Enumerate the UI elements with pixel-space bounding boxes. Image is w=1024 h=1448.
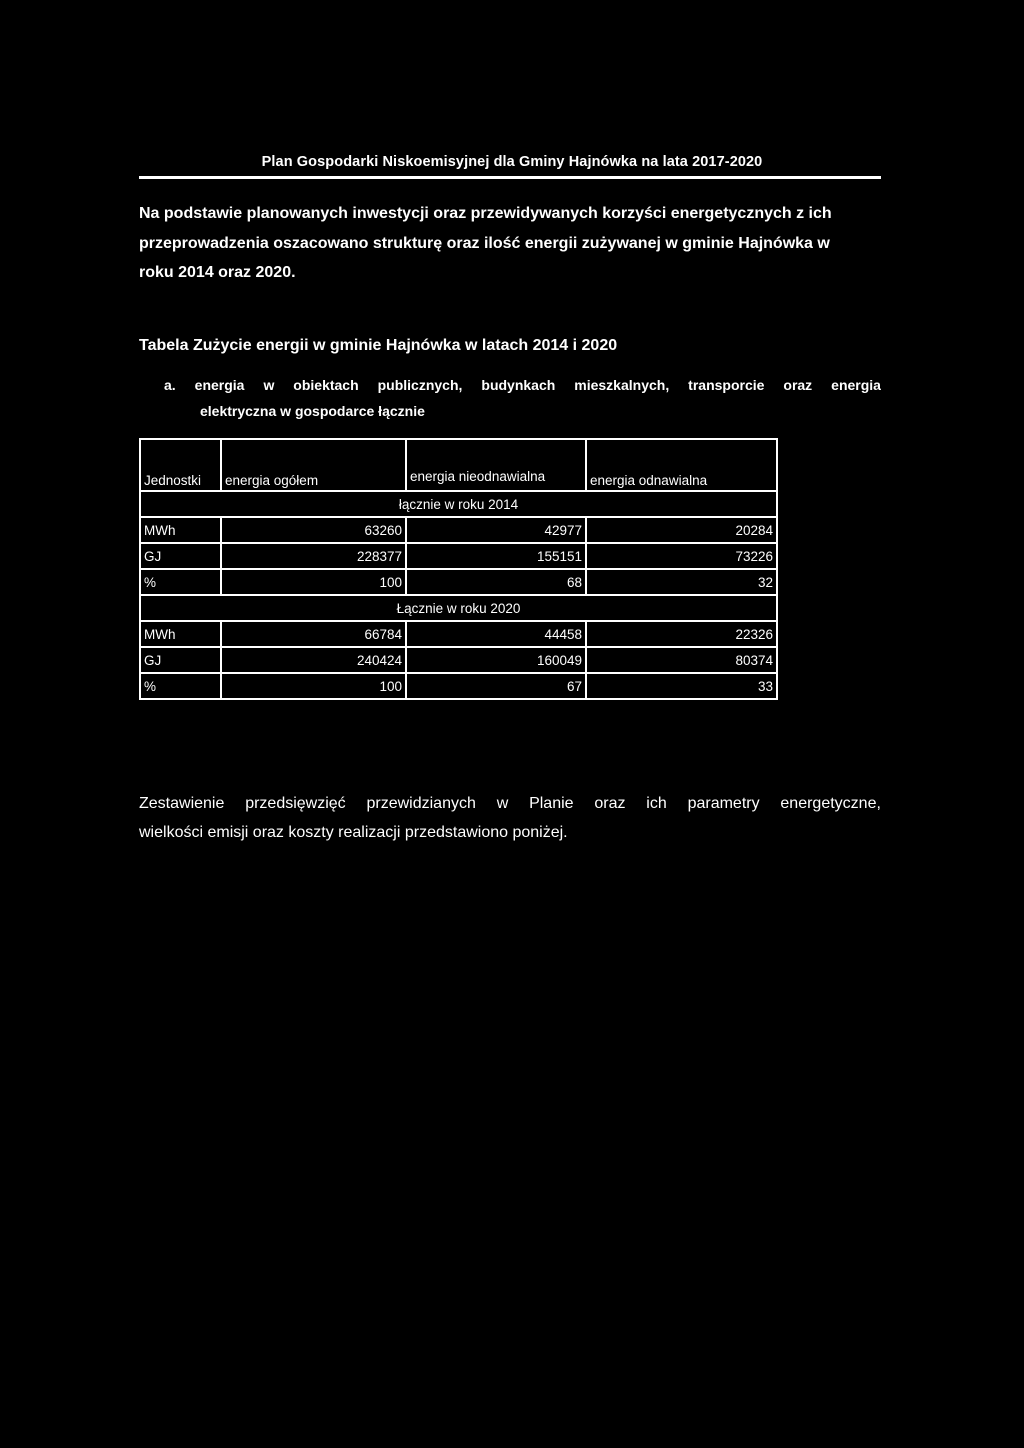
value-cell: 63260: [221, 517, 406, 543]
unit-cell: MWh: [140, 517, 221, 543]
value-cell: 32: [586, 569, 777, 595]
page-header-title: Plan Gospodarki Niskoemisyjnej dla Gminy Hajnówka na lata 2017-2020: [261, 154, 763, 170]
section-row: [140, 491, 777, 517]
word: energia: [831, 377, 881, 393]
value-cell: 68: [406, 569, 586, 595]
closing-line-2: wielkości emisji oraz koszty realizacji przedstawiono poniżej.: [139, 824, 568, 841]
value-cell: 73226: [586, 543, 777, 569]
word: transporcie: [688, 377, 765, 393]
word: publicznych,: [377, 377, 463, 393]
closing-line-1: [139, 789, 881, 818]
word: w: [496, 795, 509, 812]
value-cell: 160049: [406, 647, 586, 673]
value-cell: 228377: [221, 543, 406, 569]
section-label: Łącznie w roku 2020: [140, 595, 777, 621]
word: ich: [646, 795, 667, 812]
unit-cell: GJ: [140, 543, 221, 569]
intro-line: Na podstawie planowanych inwestycji oraz przewidywanych korzyści energetycznych z ich: [139, 205, 832, 222]
header-renewable-energy: energia odnawialna: [586, 439, 777, 491]
unit-cell: %: [140, 569, 221, 595]
sub-caption-line-2: elektryczna w gospodarce łącznie: [200, 403, 425, 419]
unit-cell: GJ: [140, 647, 221, 673]
table-header-row: [140, 439, 777, 491]
intro-paragraph: [139, 199, 881, 288]
table-caption: Tabela Zużycie energii w gminie Hajnówka w latach 2014 i 2020: [139, 337, 618, 354]
word: parametry: [687, 795, 760, 812]
word: energia: [194, 377, 245, 393]
table-sub-caption: [164, 372, 881, 424]
value-cell: 66784: [221, 621, 406, 647]
word: Planie: [529, 795, 574, 812]
word: a.: [164, 377, 176, 393]
unit-cell: MWh: [140, 621, 221, 647]
intro-line: przeprowadzenia oszacowano strukturę oraz ilość energii zużywanej w gminie Hajnówka w: [139, 234, 830, 252]
table-row: [140, 621, 777, 647]
table-row: [140, 543, 777, 569]
word: mieszkalnych,: [574, 377, 670, 393]
value-cell: 100: [221, 569, 406, 595]
word: przedsięwzięć: [245, 795, 346, 812]
value-cell: 44458: [406, 621, 586, 647]
word: przewidzianych: [366, 795, 476, 812]
word: w: [263, 377, 275, 393]
value-cell: 80374: [586, 647, 777, 673]
section-label: łącznie w roku 2014: [140, 491, 777, 517]
value-cell: 240424: [221, 647, 406, 673]
section-row: [140, 595, 777, 621]
table-row: [140, 569, 777, 595]
word: oraz: [594, 795, 626, 812]
value-cell: 42977: [406, 517, 586, 543]
intro-line: roku 2014 oraz 2020.: [139, 264, 296, 281]
header-rule: [139, 176, 881, 179]
word: energetyczne,: [780, 795, 881, 812]
value-cell: 22326: [586, 621, 777, 647]
table-row: [140, 647, 777, 673]
table-row: [140, 673, 777, 699]
energy-table-body: [140, 439, 777, 699]
header-total-energy: energia ogółem: [221, 439, 406, 491]
word: obiektach: [293, 377, 359, 393]
table-row: [140, 517, 777, 543]
value-cell: 155151: [406, 543, 586, 569]
value-cell: 100: [221, 673, 406, 699]
energy-consumption-table: [139, 438, 778, 700]
word: Zestawienie: [139, 795, 225, 812]
unit-cell: %: [140, 673, 221, 699]
word: oraz: [783, 377, 813, 393]
value-cell: 20284: [586, 517, 777, 543]
word: budynkach: [481, 377, 556, 393]
closing-paragraph: [139, 789, 881, 847]
header-units: Jednostki: [140, 439, 221, 491]
value-cell: 67: [406, 673, 586, 699]
header-nonrenewable-energy: energia nieodnawialna: [406, 439, 586, 491]
value-cell: 33: [586, 673, 777, 699]
sub-caption-line-1: [164, 372, 881, 398]
